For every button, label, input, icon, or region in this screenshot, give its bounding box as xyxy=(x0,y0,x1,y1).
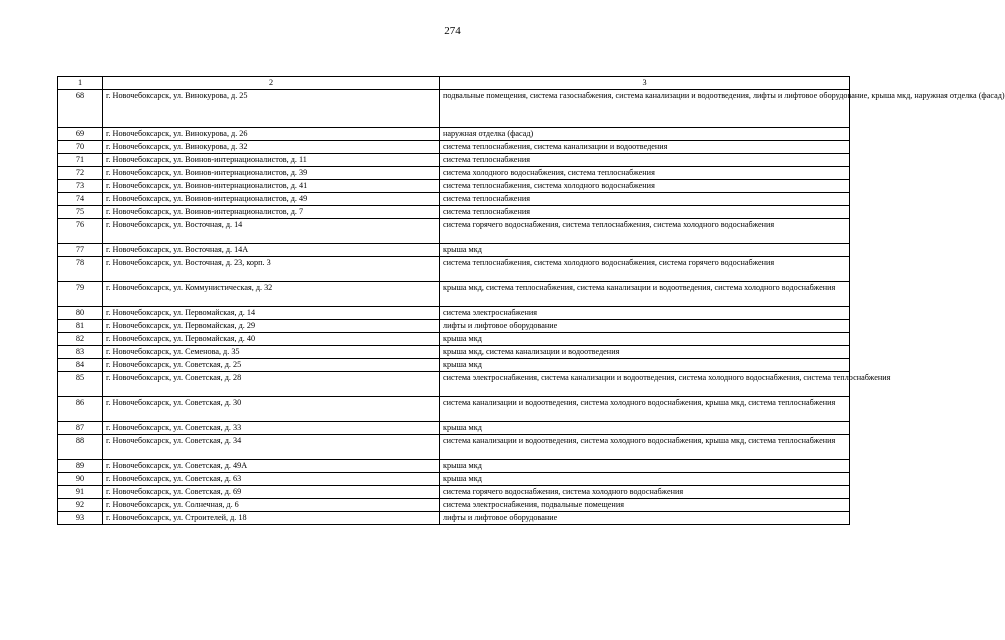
row-systems: лифты и лифтовое оборудование xyxy=(440,320,850,333)
table-row xyxy=(58,219,850,244)
table-row xyxy=(58,206,850,219)
row-address: г. Новочебоксарск, ул. Коммунистическая, д. 32 xyxy=(103,282,440,307)
row-address: г. Новочебоксарск, ул. Винокурова, д. 25 xyxy=(103,90,440,128)
row-number: 83 xyxy=(58,346,103,359)
table-row xyxy=(58,90,850,128)
row-systems: система электроснабжения xyxy=(440,307,850,320)
table-row xyxy=(58,372,850,397)
row-number: 78 xyxy=(58,257,103,282)
row-address: г. Новочебоксарск, ул. Восточная, д. 14А xyxy=(103,244,440,257)
row-address: г. Новочебоксарск, ул. Первомайская, д. 14 xyxy=(103,307,440,320)
table-row xyxy=(58,346,850,359)
row-number: 75 xyxy=(58,206,103,219)
row-address: г. Новочебоксарск, ул. Воинов-интернационалистов, д. 7 xyxy=(103,206,440,219)
row-systems: крыша мкд xyxy=(440,422,850,435)
row-address: г. Новочебоксарск, ул. Первомайская, д. 40 xyxy=(103,333,440,346)
row-address: г. Новочебоксарск, ул. Советская, д. 34 xyxy=(103,435,440,460)
table-row xyxy=(58,397,850,422)
table-row xyxy=(58,128,850,141)
row-address: г. Новочебоксарск, ул. Советская, д. 28 xyxy=(103,372,440,397)
table-row xyxy=(58,435,850,460)
table-header-row xyxy=(58,77,850,90)
row-systems: крыша мкд xyxy=(440,333,850,346)
row-number: 93 xyxy=(58,512,103,525)
row-number: 73 xyxy=(58,180,103,193)
row-address: г. Новочебоксарск, ул. Солнечная, д. 6 xyxy=(103,499,440,512)
row-address: г. Новочебоксарск, ул. Воинов-интернационалистов, д. 11 xyxy=(103,154,440,167)
row-address: г. Новочебоксарск, ул. Винокурова, д. 26 xyxy=(103,128,440,141)
row-address: г. Новочебоксарск, ул. Советская, д. 30 xyxy=(103,397,440,422)
row-systems: система горячего водоснабжения, система холодного водоснабжения xyxy=(440,486,850,499)
row-number: 76 xyxy=(58,219,103,244)
row-systems: крыша мкд xyxy=(440,244,850,257)
row-systems: система горячего водоснабжения, система теплоснабжения, система холодного водоснабжения xyxy=(440,219,850,244)
row-address: г. Новочебоксарск, ул. Винокурова, д. 32 xyxy=(103,141,440,154)
row-number: 70 xyxy=(58,141,103,154)
table-row xyxy=(58,333,850,346)
row-address: г. Новочебоксарск, ул. Советская, д. 49А xyxy=(103,460,440,473)
table-row xyxy=(58,282,850,307)
row-systems: крыша мкд, система теплоснабжения, система канализации и водоотведения, система холодного водоснабжения xyxy=(440,282,850,307)
page-number: 274 xyxy=(444,25,461,37)
row-number: 92 xyxy=(58,499,103,512)
row-number: 84 xyxy=(58,359,103,372)
row-systems: крыша мкд xyxy=(440,359,850,372)
row-systems: система теплоснабжения, система канализации и водоотведения xyxy=(440,141,850,154)
table-row xyxy=(58,499,850,512)
table-row xyxy=(58,180,850,193)
table-row xyxy=(58,167,850,180)
table-row xyxy=(58,486,850,499)
row-systems: система теплоснабжения xyxy=(440,193,850,206)
table-row xyxy=(58,244,850,257)
row-number: 72 xyxy=(58,167,103,180)
table-row xyxy=(58,473,850,486)
row-systems: система канализации и водоотведения, система холодного водоснабжения, крыша мкд, система теплоснабжения xyxy=(440,397,850,422)
header-col-1: 1 xyxy=(58,77,103,90)
row-address: г. Новочебоксарск, ул. Воинов-интернационалистов, д. 41 xyxy=(103,180,440,193)
table-row xyxy=(58,359,850,372)
row-address: г. Новочебоксарск, ул. Воинов-интернационалистов, д. 49 xyxy=(103,193,440,206)
row-systems: система электроснабжения, подвальные помещения xyxy=(440,499,850,512)
table-row xyxy=(58,307,850,320)
row-number: 91 xyxy=(58,486,103,499)
table-row xyxy=(58,257,850,282)
header-col-2: 2 xyxy=(103,77,440,90)
housing-systems-table xyxy=(57,76,1005,525)
table-row xyxy=(58,154,850,167)
row-address: г. Новочебоксарск, ул. Строителей, д. 18 xyxy=(103,512,440,525)
table-row xyxy=(58,422,850,435)
row-number: 74 xyxy=(58,193,103,206)
row-address: г. Новочебоксарск, ул. Восточная, д. 23, корп. 3 xyxy=(103,257,440,282)
row-number: 77 xyxy=(58,244,103,257)
row-number: 81 xyxy=(58,320,103,333)
row-address: г. Новочебоксарск, ул. Советская, д. 33 xyxy=(103,422,440,435)
row-number: 82 xyxy=(58,333,103,346)
row-systems: крыша мкд xyxy=(440,460,850,473)
row-systems: лифты и лифтовое оборудование xyxy=(440,512,850,525)
row-address: г. Новочебоксарск, ул. Советская, д. 69 xyxy=(103,486,440,499)
row-systems: система канализации и водоотведения, система холодного водоснабжения, крыша мкд, система теплоснабжения xyxy=(440,435,850,460)
row-number: 69 xyxy=(58,128,103,141)
row-systems: система холодного водоснабжения, система теплоснабжения xyxy=(440,167,850,180)
header-col-3: 3 xyxy=(440,77,850,90)
row-systems: система теплоснабжения, система холодного водоснабжения, система горячего водоснабжения xyxy=(440,257,850,282)
row-address: г. Новочебоксарск, ул. Семенова, д. 35 xyxy=(103,346,440,359)
row-systems: подвальные помещения, система газоснабжения, система канализации и водоотведения, лифты и лифтовое оборудование, крыша мкд, наружная отделка (фасад) xyxy=(440,90,850,128)
row-systems: система теплоснабжения xyxy=(440,154,850,167)
row-systems: система теплоснабжения, система холодного водоснабжения xyxy=(440,180,850,193)
row-systems: крыша мкд xyxy=(440,473,850,486)
row-systems: система теплоснабжения xyxy=(440,206,850,219)
row-number: 68 xyxy=(58,90,103,128)
row-number: 79 xyxy=(58,282,103,307)
row-number: 71 xyxy=(58,154,103,167)
row-number: 90 xyxy=(58,473,103,486)
table-row xyxy=(58,193,850,206)
row-address: г. Новочебоксарск, ул. Первомайская, д. 29 xyxy=(103,320,440,333)
row-number: 86 xyxy=(58,397,103,422)
row-number: 85 xyxy=(58,372,103,397)
row-systems: система электроснабжения, система канализации и водоотведения, система холодного водоснабжения, система теплоснабжения xyxy=(440,372,850,397)
row-systems: наружная отделка (фасад) xyxy=(440,128,850,141)
row-number: 87 xyxy=(58,422,103,435)
table-row xyxy=(58,141,850,154)
row-number: 88 xyxy=(58,435,103,460)
table-row xyxy=(58,320,850,333)
table-row xyxy=(58,512,850,525)
row-number: 80 xyxy=(58,307,103,320)
row-systems: крыша мкд, система канализации и водоотведения xyxy=(440,346,850,359)
row-address: г. Новочебоксарск, ул. Воинов-интернационалистов, д. 39 xyxy=(103,167,440,180)
row-address: г. Новочебоксарск, ул. Восточная, д. 14 xyxy=(103,219,440,244)
row-address: г. Новочебоксарск, ул. Советская, д. 63 xyxy=(103,473,440,486)
row-number: 89 xyxy=(58,460,103,473)
row-address: г. Новочебоксарск, ул. Советская, д. 25 xyxy=(103,359,440,372)
table-row xyxy=(58,460,850,473)
